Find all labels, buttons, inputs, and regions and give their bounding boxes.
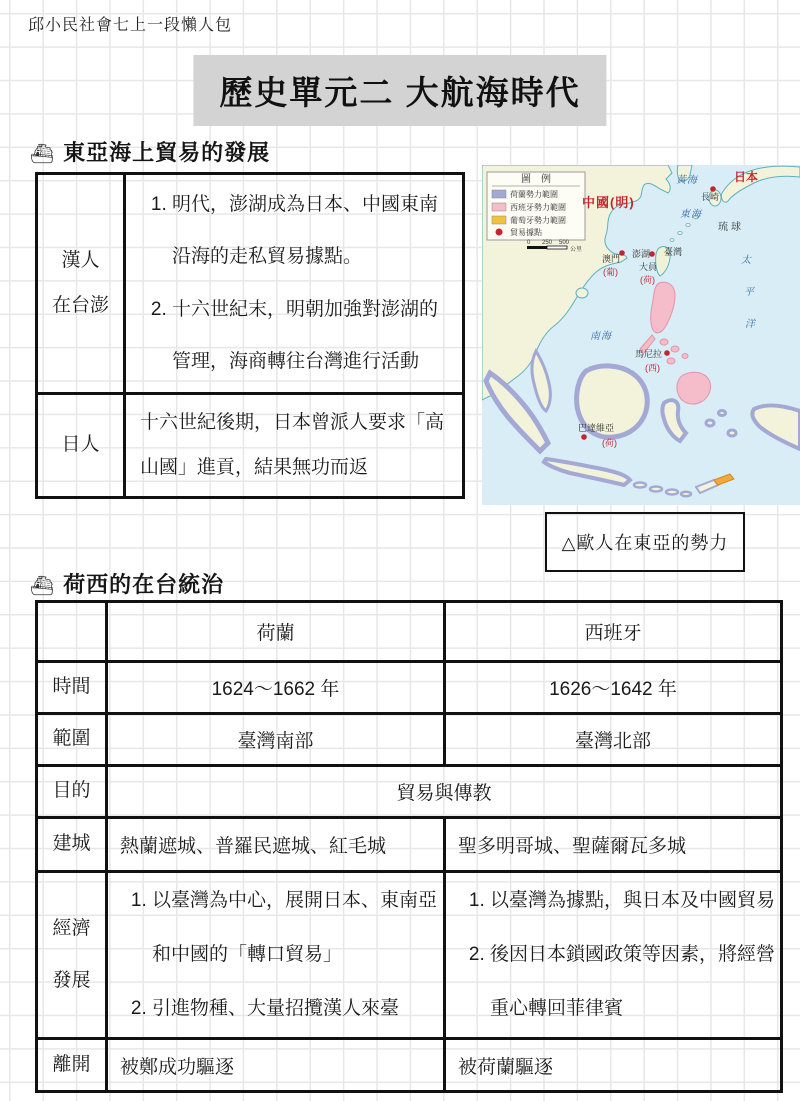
label-south-sea: 南海 — [590, 331, 612, 342]
section1-heading-label: 東亞海上貿易的發展 — [63, 140, 271, 165]
legend-label: 西班牙勢力範圍 — [510, 203, 566, 212]
col-header-spanish: 西班牙 — [445, 602, 782, 662]
row-label-economy: 經濟 發展 — [37, 872, 107, 1039]
svg-text:洋: 洋 — [745, 319, 756, 330]
list-item: 2. 引進物種、大量招攬漢人來臺 — [152, 982, 442, 1036]
legend-label: 荷蘭勢力範圍 — [510, 190, 558, 199]
row-text: 十六世紀後期，日本曾派人要求「高山國」進貢，結果無功而返 — [140, 412, 445, 478]
label-penghu: 澎湖 — [632, 249, 651, 259]
row-label-forts: 建城 — [37, 818, 107, 872]
row-label-line: 在台澎 — [51, 294, 109, 316]
col-header-dutch: 荷蘭 — [107, 602, 445, 662]
legend-swatch-portuguese — [492, 216, 506, 224]
table-row-leave — [37, 1039, 782, 1092]
row-label-purpose: 目的 — [37, 766, 107, 818]
svg-text:平: 平 — [744, 287, 755, 298]
legend-label: 貿易據點 — [510, 228, 542, 237]
list-item: 1. 以臺灣為據點，與日本及中國貿易 — [490, 874, 779, 928]
cell-leave-dutch: 被鄭成功驅逐 — [107, 1039, 445, 1092]
label-japan: 日本 — [734, 170, 759, 184]
table-row-scope — [37, 714, 782, 766]
label-east-sea: 東海 — [680, 209, 702, 220]
table-header-row — [37, 602, 782, 662]
cell-purpose-merged: 貿易與傳教 — [107, 766, 782, 818]
table-row-economy — [37, 872, 782, 1039]
table-row-purpose — [37, 766, 782, 818]
table-row — [37, 174, 464, 394]
svg-text:太: 太 — [741, 255, 752, 266]
legend-label: 葡萄牙勢力範圍 — [510, 216, 566, 225]
row-content-han — [125, 174, 464, 394]
cell-economy-dutch — [107, 872, 445, 1039]
row-label-line: 日人 — [61, 434, 100, 456]
scale-unit: 公里 — [570, 247, 583, 253]
cell-forts-spanish: 聖多明哥城、聖薩爾瓦多城 — [445, 818, 782, 872]
table-row — [37, 394, 464, 498]
list-item: 2. 後因日本鎖國政策等因素，將經營重心轉回菲律賓 — [490, 928, 779, 1036]
list-item: 1. 以臺灣為中心，展開日本、東南亞和中國的「轉口貿易」 — [152, 874, 442, 982]
scale-tick: 500 — [559, 240, 570, 246]
scale-tick: 0 — [527, 240, 531, 246]
east-asia-map — [482, 165, 800, 505]
label-batavia: 巴達維亞 — [578, 423, 615, 433]
label-manila-note: (西) — [645, 363, 660, 373]
page-title: 歷史單元二 大航海時代 — [193, 55, 606, 126]
label-taiwan: 臺灣 — [664, 247, 683, 257]
ship-icon: ⛴ — [30, 576, 56, 597]
label-macau: 澳門 — [602, 254, 621, 264]
row-label-scope: 範圍 — [37, 714, 107, 766]
list-item: 1. 明代，澎湖成為日本、中國東南沿海的走私貿易據點。 — [172, 179, 454, 284]
cell-time-dutch: 1624～1662 年 — [107, 662, 445, 714]
cell-scope-dutch: 臺灣南部 — [107, 714, 445, 766]
label-macau-note: (葡) — [603, 267, 618, 277]
list-item: 2. 十六世紀末，明朝加強對澎湖的管理，海商轉往台灣進行活動 — [172, 284, 454, 389]
cell-economy-spanish — [445, 872, 782, 1039]
map-caption: △歐人在東亞的勢力 — [545, 512, 745, 572]
label-batavia-note: (荷) — [602, 438, 617, 448]
section1-heading — [30, 136, 270, 167]
label-yellow-sea: 黃海 — [676, 175, 698, 186]
scale-tick: 250 — [542, 240, 553, 246]
label-china: 中國(明) — [582, 195, 635, 210]
label-nagasaki: 長崎 — [701, 192, 720, 202]
map-graphic — [482, 165, 800, 505]
label-manila: 馬尼拉 — [635, 349, 663, 359]
header-note: 邱小民社會七上一段懶人包 — [28, 17, 233, 34]
cell-scope-spanish: 臺灣北部 — [445, 714, 782, 766]
map-landmass-hainan — [576, 288, 588, 298]
legend-swatch-spanish — [492, 203, 506, 211]
row-label-time: 時間 — [37, 662, 107, 714]
ship-icon: ⛴ — [30, 144, 56, 165]
label-ryukyu: 琉球 — [718, 222, 744, 233]
row-label-line: 漢人 — [61, 249, 100, 271]
label-dayuan: 大員 — [639, 262, 658, 272]
row-label-japanese — [37, 394, 125, 498]
row-label-han — [37, 174, 125, 394]
table-row-forts — [37, 818, 782, 872]
east-asia-trade-table — [35, 172, 465, 499]
dutch-spanish-rule-table — [35, 600, 783, 1093]
corner-cell — [37, 602, 107, 662]
map-legend — [487, 172, 585, 240]
legend-dot-trade-point — [496, 229, 503, 236]
table-row-time — [37, 662, 782, 714]
cell-time-spanish: 1626～1642 年 — [445, 662, 782, 714]
legend-swatch-dutch — [492, 190, 506, 198]
row-content-japanese — [125, 394, 464, 498]
cell-leave-spanish: 被荷蘭驅逐 — [445, 1039, 782, 1092]
label-dayuan-note: (荷) — [640, 275, 655, 285]
legend-title: 圖 例 — [521, 174, 551, 185]
cell-forts-dutch: 熱蘭遮城、普羅民遮城、紅毛城 — [107, 818, 445, 872]
section2-heading-label: 荷西的在台統治 — [63, 572, 225, 597]
section2-heading — [30, 568, 224, 599]
row-label-leave: 離開 — [37, 1039, 107, 1092]
